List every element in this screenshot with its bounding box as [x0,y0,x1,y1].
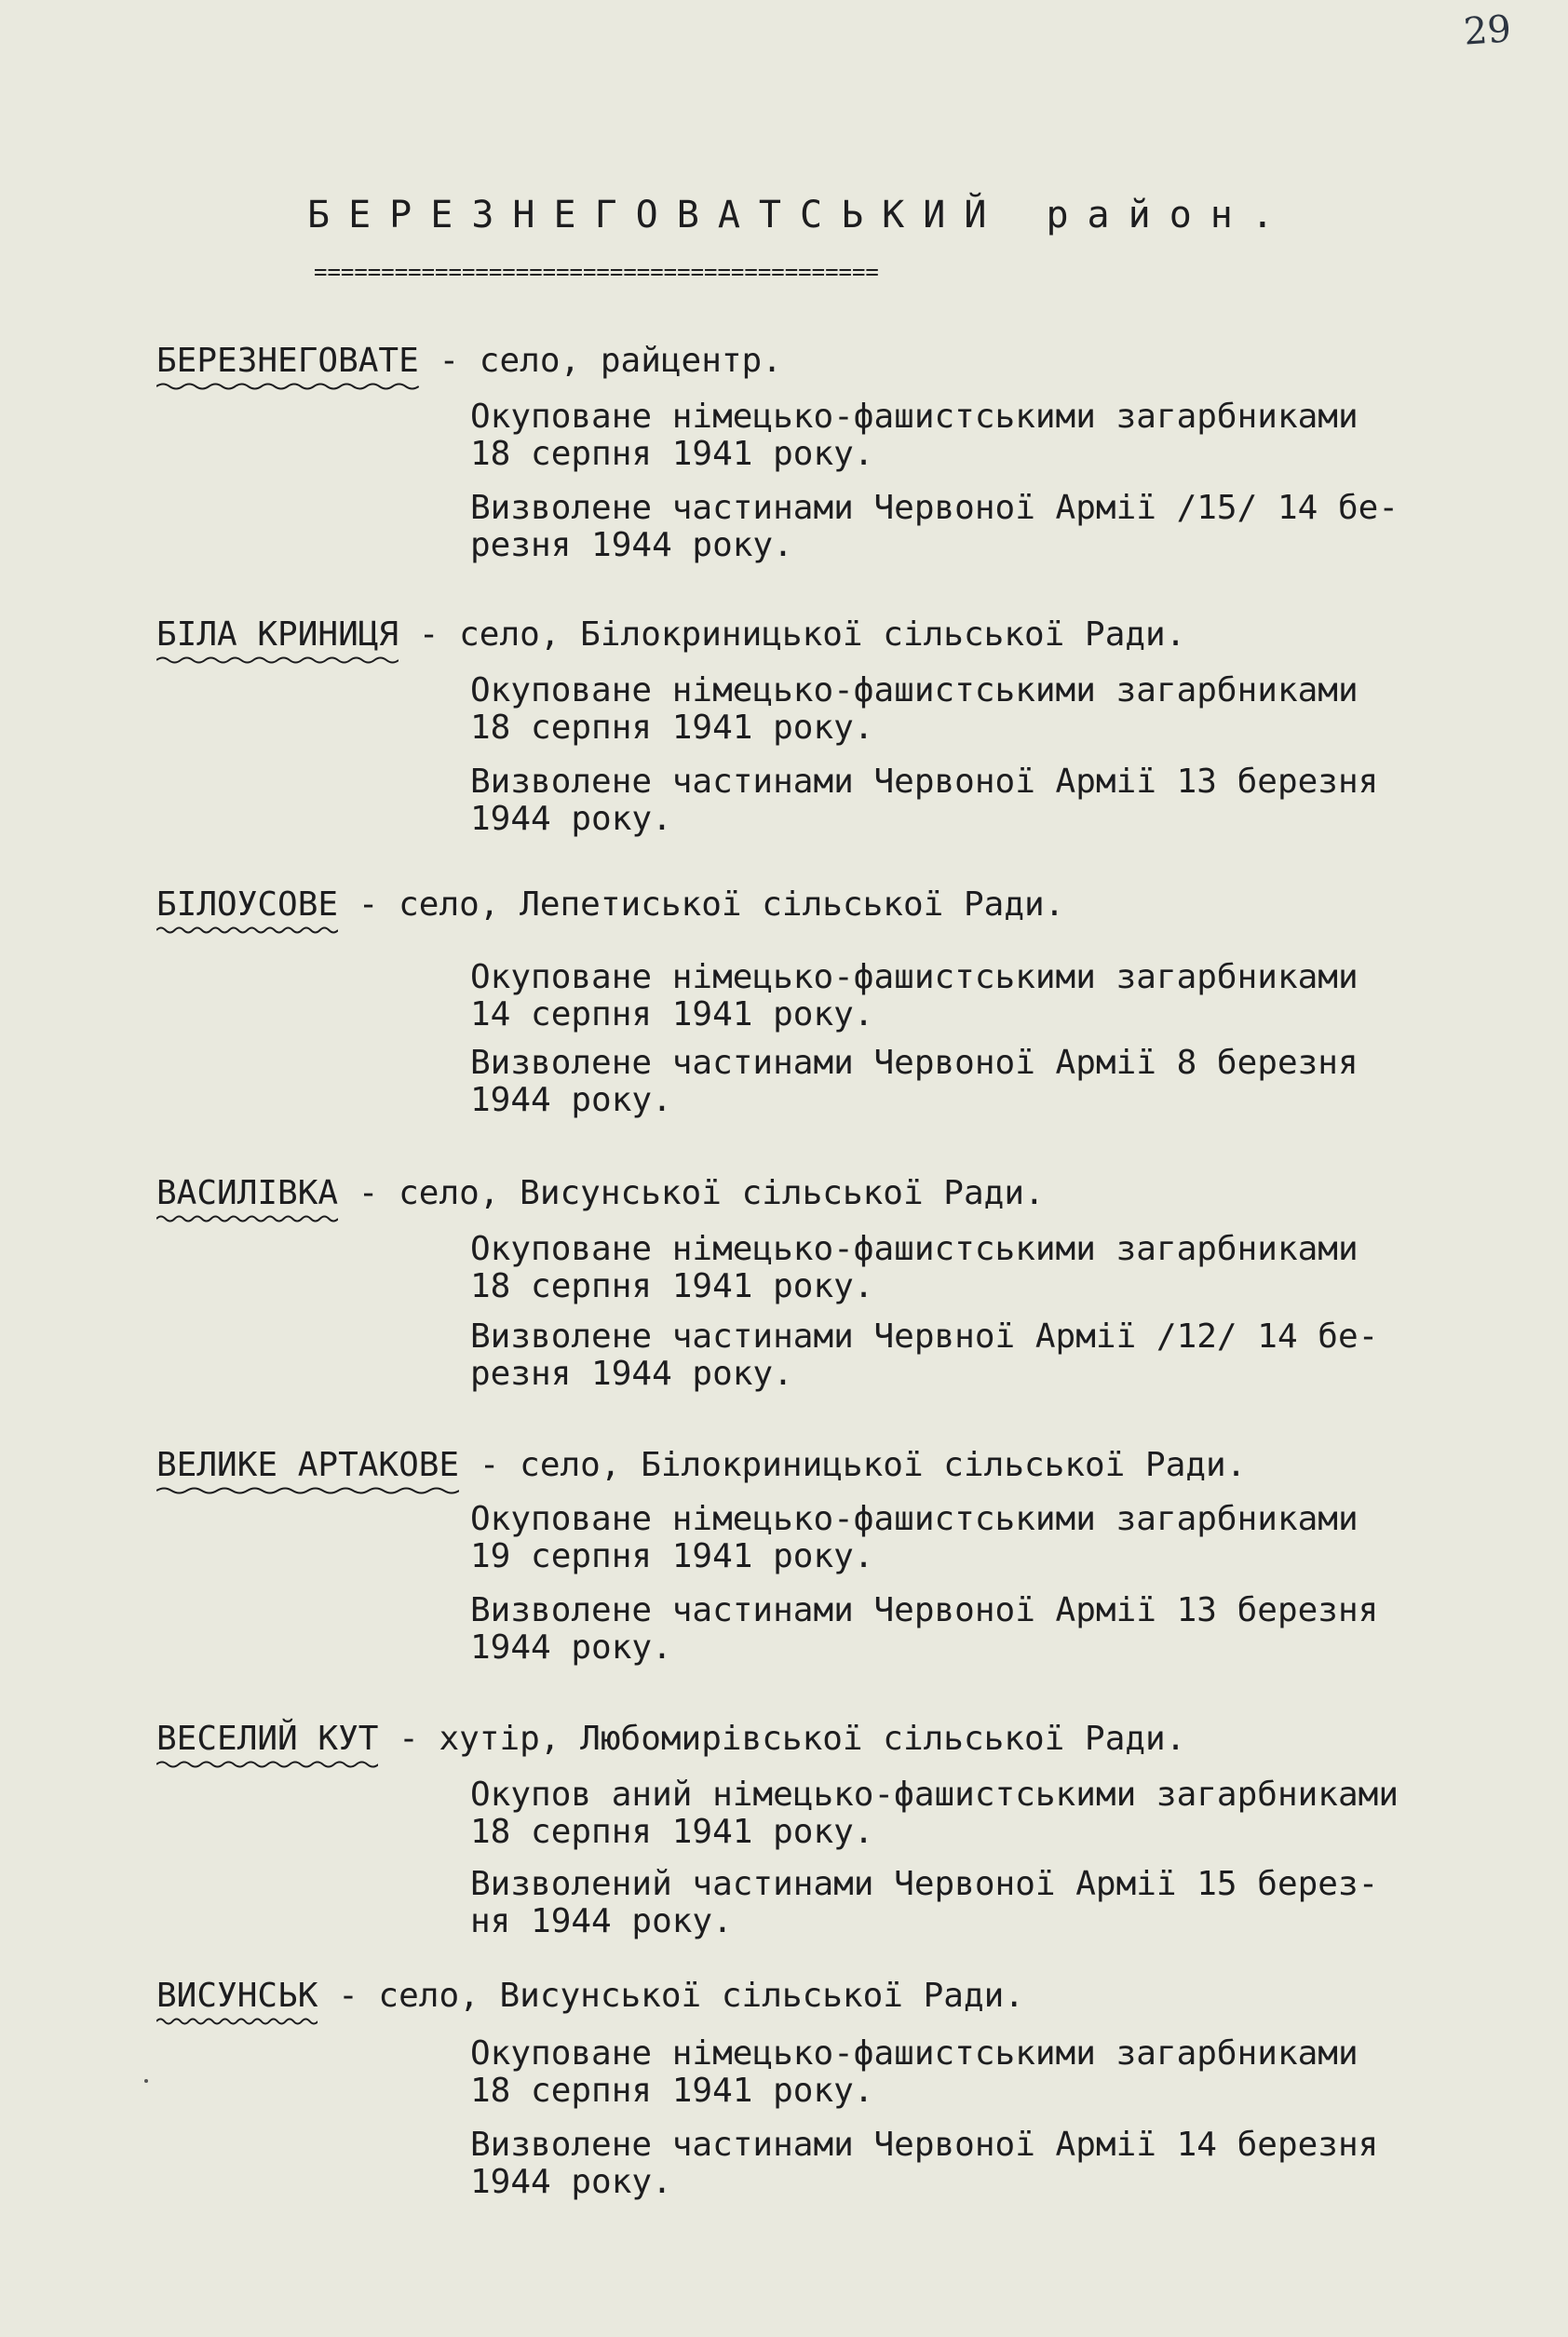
wavy-underline [156,2017,318,2026]
entry-heading [156,1976,1024,2017]
occupation-text: Окуповане німецько-фашистськими загарбниками 19 серпня 1941 року. [470,1500,1358,1575]
settlement-name [156,1445,459,1486]
settlement-name-text: БЕРЕЗНЕГОВАТЕ [156,342,419,380]
district-title: БЕРЕЗНЕГОВАТСЬКИЙ район. [307,194,1292,236]
entry-heading [156,615,1185,655]
settlement-name-text: ВЕЛИКЕ АРТАКОВЕ [156,1446,460,1484]
wavy-underline [156,1486,459,1495]
title-double-rule: ========================================== [314,261,879,283]
wavy-underline [156,1214,338,1223]
wavy-underline [156,655,399,665]
settlement-status: - село, Висунської сільської Ради. [338,1977,1024,2015]
liberation-text: Визволене частинами Червоної Армії /15/ 14 бе- резня 1944 року. [470,489,1399,564]
entry-heading [156,341,782,382]
settlement-status: - село, Білокриницької сільської Ради. [418,615,1186,654]
settlement-status: - село, райцентр. [439,342,782,380]
occupation-text: Окуповане німецько-фашистськими загарбниками 18 серпня 1941 року. [470,1230,1358,1305]
settlement-name [156,615,399,655]
wavy-underline [156,1760,378,1769]
liberation-text: Визволене частинами Червоної Армії 13 березня 1944 року. [470,763,1379,838]
entry-heading [156,1719,1185,1760]
settlement-name-text: ВАСИЛІВКА [156,1174,339,1212]
settlement-name [156,341,419,382]
settlement-status: - село, Висунської сільської Ради. [358,1174,1045,1212]
settlement-status: - село, Лепетиської сільської Ради. [358,885,1065,924]
occupation-text: Окуповане німецько-фашистськими загарбниками 18 серпня 1941 року. [470,2034,1358,2110]
liberation-text: Визволене частинами Червоної Армії 13 березня 1944 року. [470,1591,1379,1667]
occupation-text: Окуповане німецько-фашистськими загарбниками 18 серпня 1941 року. [470,398,1358,473]
occupation-text: Окуповане німецько-фашистськими загарбниками 18 серпня 1941 року. [470,671,1358,747]
liberation-text: Визволене частинами Червоної Армії 8 березня 1944 року. [470,1044,1358,1119]
settlement-status: - село, Білокриницької сільської Ради. [479,1446,1247,1484]
wavy-underline [156,925,338,935]
settlement-name [156,1173,338,1214]
settlement-name [156,1719,378,1760]
page-number: 29 [1462,7,1513,54]
settlement-name [156,885,338,925]
ink-speck [144,2079,148,2083]
settlement-name-text: БІЛОУСОВЕ [156,885,339,924]
occupation-text: Окуповане німецько-фашистськими загарбниками 14 серпня 1941 року. [470,958,1358,1033]
wavy-underline [156,382,419,391]
settlement-name-text: БІЛА КРИНИЦЯ [156,615,399,654]
occupation-text: Окупов аний німецько-фашистськими загарбниками 18 серпня 1941 року. [470,1776,1399,1851]
entry-heading [156,885,1064,925]
liberation-text: Визволене частинами Червоної Армії 14 березня 1944 року. [470,2126,1379,2201]
liberation-text: Визволений частинами Червоної Армії 15 берез- ня 1944 року. [470,1865,1379,1940]
liberation-text: Визволене частинами Червної Армії /12/ 14 бе- резня 1944 року. [470,1317,1379,1393]
entry-heading [156,1173,1045,1214]
entry-heading [156,1445,1246,1486]
settlement-status: - хутір, Любомирівської сільської Ради. [399,1720,1186,1758]
settlement-name [156,1976,318,2017]
settlement-name-text: ВИСУНСЬК [156,1977,318,2015]
settlement-name-text: ВЕСЕЛИЙ КУТ [156,1720,379,1758]
